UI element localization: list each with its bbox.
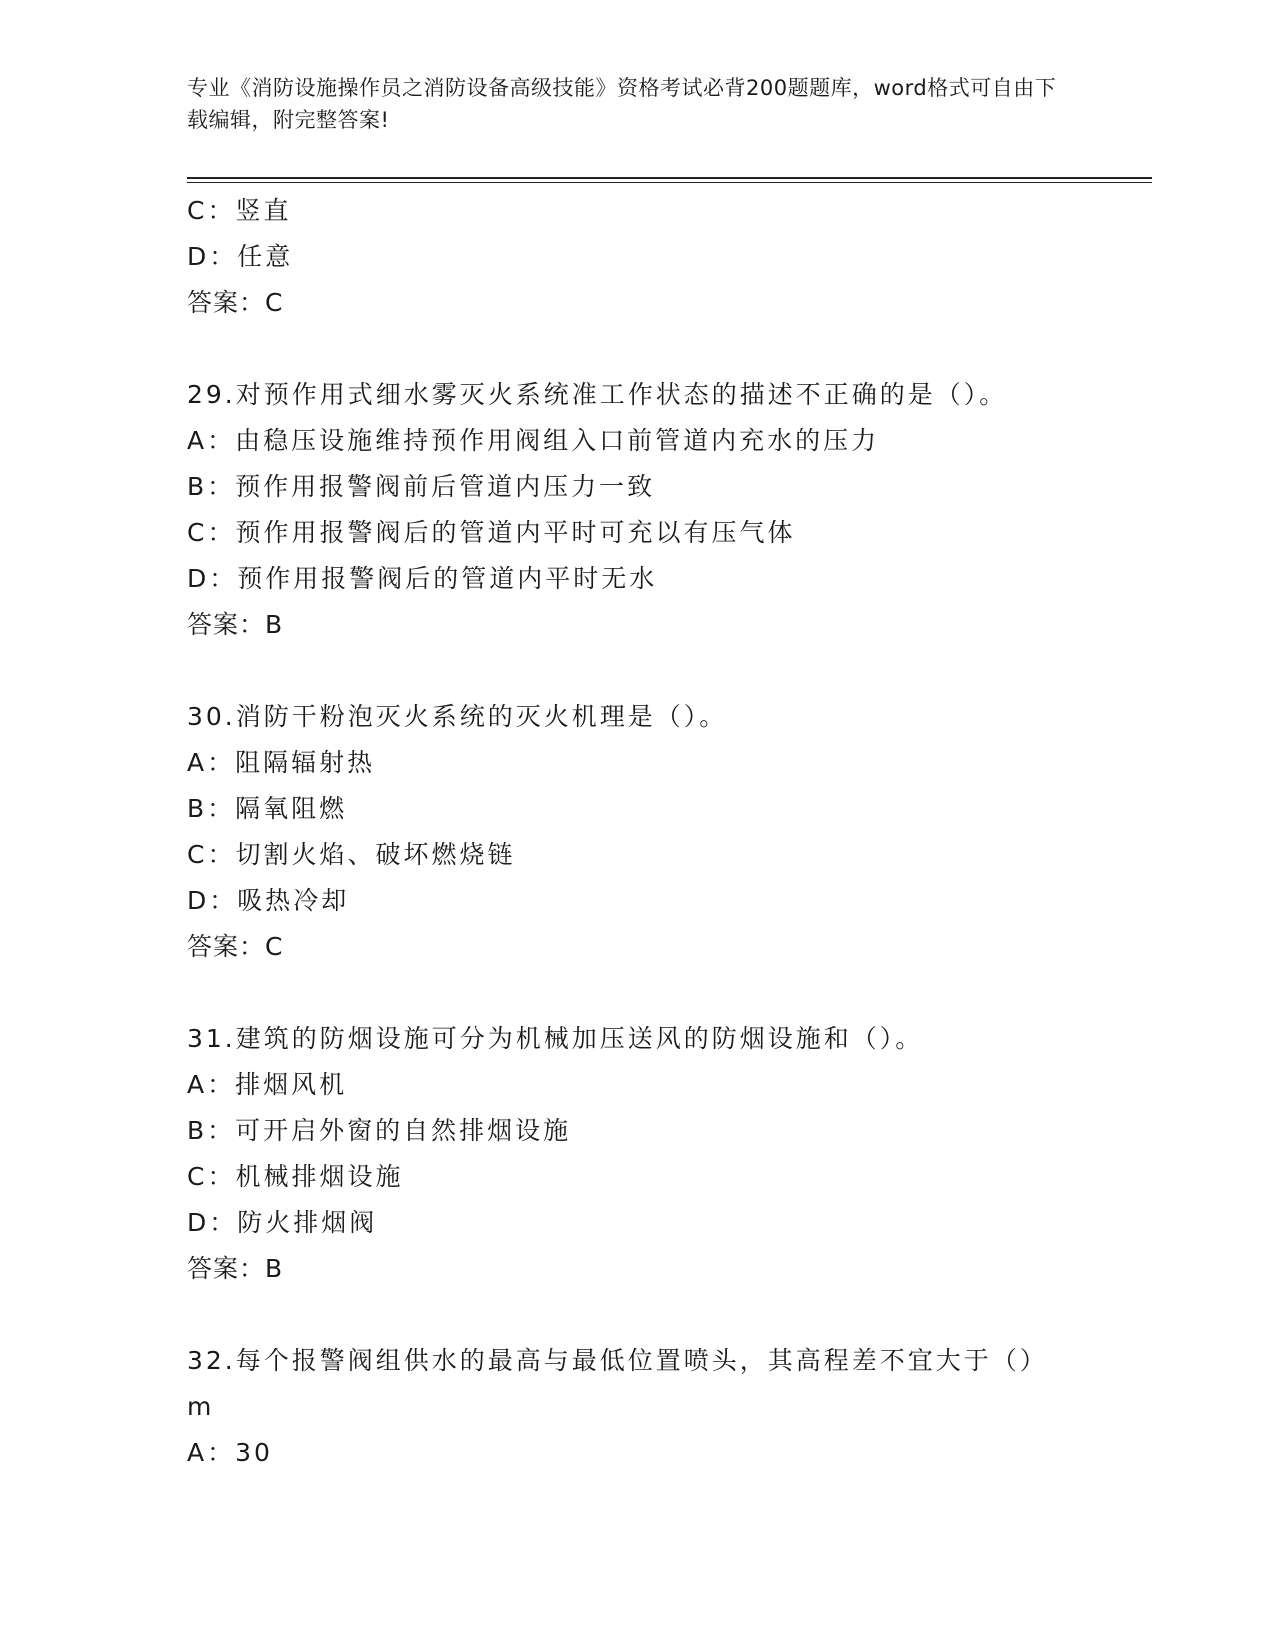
option-d: D：任意 bbox=[187, 242, 294, 271]
question-text: 30.消防干粉泡灭火系统的灭火机理是（）。 bbox=[187, 702, 728, 731]
spacer bbox=[187, 326, 1087, 372]
option-a: A：排烟风机 bbox=[187, 1070, 348, 1099]
option-b: B：预作用报警阀前后管道内压力一致 bbox=[187, 472, 656, 501]
option-c: C：切割火焰、破坏燃烧链 bbox=[187, 840, 516, 869]
option-b: B：可开启外窗的自然排烟设施 bbox=[187, 1116, 572, 1145]
option-d: D：吸热冷却 bbox=[187, 886, 350, 915]
header-divider-thin bbox=[187, 182, 1152, 183]
option-d: D：预作用报警阀后的管道内平时无水 bbox=[187, 564, 658, 593]
option-b: B：隔氧阻燃 bbox=[187, 794, 348, 823]
header-divider bbox=[187, 177, 1152, 179]
question-30 bbox=[187, 694, 1087, 970]
question-31 bbox=[187, 1016, 1087, 1292]
question-text: 32.每个报警阀组供水的最高与最低位置喷头，其高程差不宜大于（）m bbox=[187, 1346, 1048, 1421]
spacer bbox=[187, 970, 1087, 1016]
option-a: A：阻隔辐射热 bbox=[187, 748, 376, 777]
answer-line: 答案：C bbox=[187, 932, 284, 961]
option-c: C：竖直 bbox=[187, 196, 292, 225]
question-list bbox=[187, 188, 1087, 1476]
question-32 bbox=[187, 1338, 1087, 1476]
option-a: A：由稳压设施维持预作用阀组入口前管道内充水的压力 bbox=[187, 426, 880, 455]
option-d: D：防火排烟阀 bbox=[187, 1208, 378, 1237]
spacer bbox=[187, 1292, 1087, 1338]
question-29 bbox=[187, 372, 1087, 648]
question-text: 29.对预作用式细水雾灭火系统准工作状态的描述不正确的是（）。 bbox=[187, 380, 1008, 409]
answer-line: 答案：C bbox=[187, 288, 284, 317]
spacer bbox=[187, 648, 1087, 694]
answer-line: 答案：B bbox=[187, 610, 284, 639]
answer-line: 答案：B bbox=[187, 1254, 284, 1283]
option-a: A：30 bbox=[187, 1438, 273, 1467]
page-header bbox=[187, 72, 1067, 136]
option-c: C：预作用报警阀后的管道内平时可充以有压气体 bbox=[187, 518, 796, 547]
option-c: C：机械排烟设施 bbox=[187, 1162, 404, 1191]
document-title: 专业《消防设施操作员之消防设备高级技能》资格考试必背200题题库，word格式可自由下载编辑，附完整答案! bbox=[187, 76, 1057, 132]
question-text: 31.建筑的防烟设施可分为机械加压送风的防烟设施和（）。 bbox=[187, 1024, 924, 1053]
